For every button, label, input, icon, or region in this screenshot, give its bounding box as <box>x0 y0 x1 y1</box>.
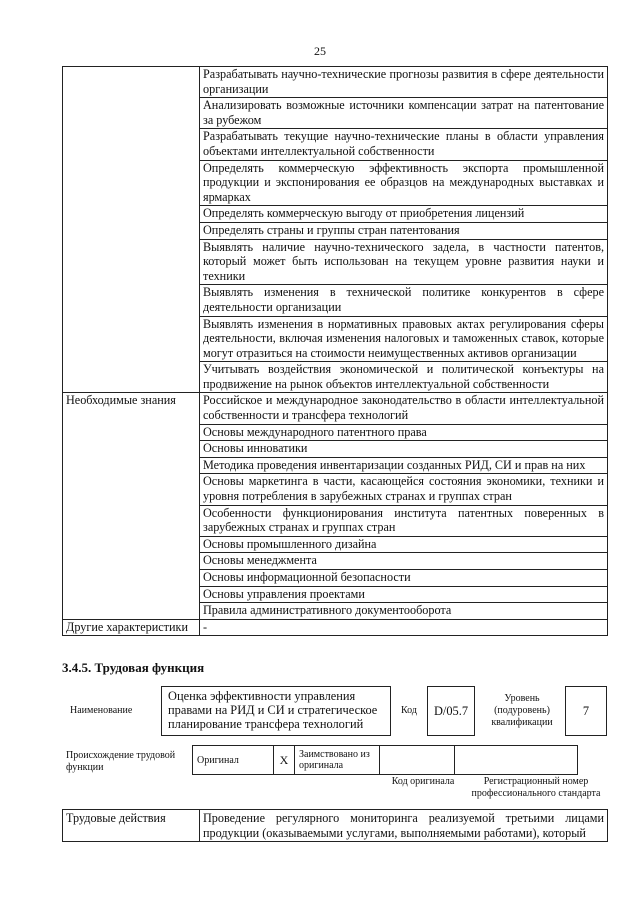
origin-table <box>192 745 578 775</box>
other-characteristics-value: - <box>200 619 608 636</box>
skill-item: Анализировать возможные источники компенсации затрат на патентование за рубежом <box>200 98 608 129</box>
page-number: 25 <box>314 44 326 58</box>
skill-item: Определять страны и группы стран патентования <box>200 222 608 239</box>
knowledge-item: Основы менеджмента <box>200 553 608 570</box>
knowledge-item: Основы инноватики <box>200 441 608 458</box>
section-title: 3.4.5. Трудовая функция <box>62 660 205 675</box>
table-row <box>63 619 608 636</box>
skill-item: Выявлять изменения в нормативных правовых актах регулирования сферы деятельности, включая изменения налоговых и таможенных ставок, которые могут отразиться на стоимости неимущественных активов организации <box>200 316 608 362</box>
skills-label-cell <box>63 67 200 393</box>
knowledge-item: Основы информационной безопасности <box>200 570 608 587</box>
table-row <box>193 746 578 775</box>
knowledge-item: Основы управления проектами <box>200 586 608 603</box>
level-label: Уровень (подуровень) квалификации <box>491 693 553 728</box>
skill-item: Разрабатывать текущие научно-технические планы в области управления объектами интеллектуальной собственности <box>200 129 608 160</box>
labor-actions-label: Трудовые действия <box>63 810 200 842</box>
skill-item: Определять коммерческую эффективность экспорта промышленной продукции и экспонирования ее образцов на международных выставках и ярмарках <box>200 160 608 206</box>
skill-item: Выявлять наличие научно-технического задела, в частности патентов, который может быть использован на текущем уровне развития науки и техники <box>200 239 608 285</box>
level-box: 7 <box>565 686 607 736</box>
labor-actions-table <box>62 809 608 842</box>
function-name-box: Оценка эффективности управления правами на РИД и СИ и стратегическое планирование трансфера технологий <box>161 686 391 736</box>
knowledge-item: Основы промышленного дизайна <box>200 536 608 553</box>
registration-number-cell <box>455 746 578 775</box>
borrowed-label: Заимствовано из оригинала <box>295 746 380 775</box>
knowledge-item: Правила административного документооборота <box>200 603 608 620</box>
skill-item: Выявлять изменения в технической политике конкурентов в сфере деятельности организации <box>200 285 608 316</box>
skill-item: Учитывать воздействия экономической и политической конъектуры на продвижение на рынок объектов интеллектуальной собственности <box>200 362 608 393</box>
other-characteristics-label: Другие характеристики <box>63 619 200 636</box>
original-code-cell <box>380 746 455 775</box>
table-row <box>63 810 608 842</box>
original-mark: X <box>274 746 295 775</box>
skill-item: Определять коммерческую выгоду от приобретения лицензий <box>200 206 608 223</box>
function-name-label: Наименование <box>70 705 133 716</box>
original-label: Оригинал <box>193 746 274 775</box>
knowledge-item: Основы международного патентного права <box>200 424 608 441</box>
code-label: Код <box>401 705 417 716</box>
origin-label: Происхождение трудовой функции <box>66 750 176 773</box>
skill-item: Разрабатывать научно-технические прогнозы развития в сфере деятельности организации <box>200 67 608 98</box>
table-row <box>63 393 608 424</box>
original-code-caption: Код оригинала <box>391 776 455 787</box>
code-box: D/05.7 <box>427 686 475 736</box>
table-row <box>63 67 608 98</box>
knowledge-label: Необходимые знания <box>63 393 200 619</box>
labor-action-item: Проведение регулярного мониторинга реализуемой третьими лицами продукции (оказываемыми услугами, выполняемыми работами), который <box>200 810 608 842</box>
knowledge-item: Основы маркетинга в части, касающейся состояния экономики, техники и уровня потребления в зарубежных странах и группах стран <box>200 474 608 505</box>
knowledge-item: Российское и международное законодательство в области интеллектуальной собственности и трансфера технологий <box>200 393 608 424</box>
knowledge-item: Особенности функционирования института патентных поверенных в зарубежных странах и группах стран <box>200 505 608 536</box>
skills-knowledge-table <box>62 66 608 636</box>
knowledge-item: Методика проведения инвентаризации созданных РИД, СИ и прав на них <box>200 457 608 474</box>
registration-number-caption: Регистрационный номер профессионального стандарта <box>471 776 601 799</box>
